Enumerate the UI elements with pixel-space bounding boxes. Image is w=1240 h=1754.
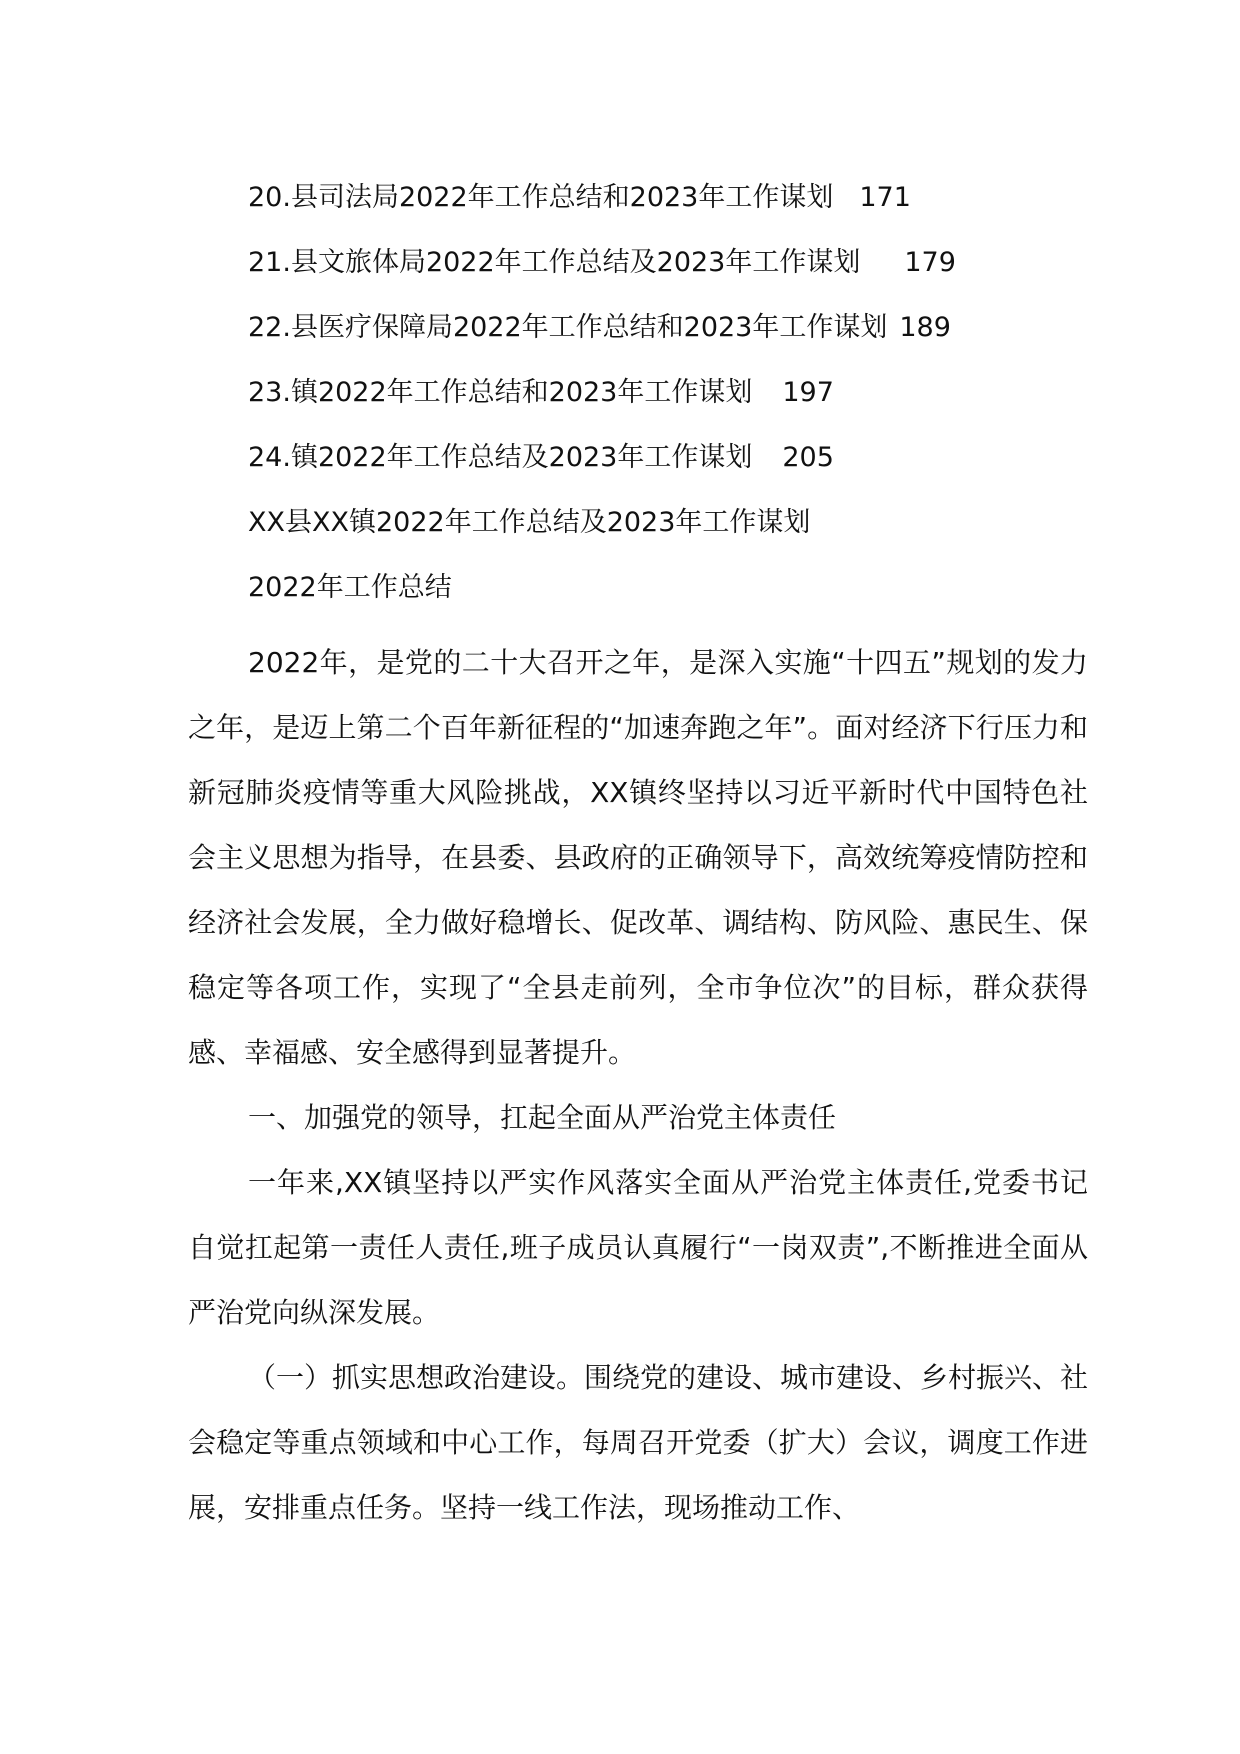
body-paragraph: （一）抓实思想政治建设。围绕党的建设、城市建设、乡村振兴、社会稳定等重点领域和中心工作，每周召开党委（扩大）会议，调度工作进展，安排重点任务。坚持一线工作法，现场推动工作、 — [188, 1361, 1089, 1524]
body-paragraph: 一年来,XX镇坚持以严实作风落实全面从严治党主体责任,党委书记自觉扛起第一责任人责任,班子成员认真履行“一岗双责”,不断推进全面从严治党向纵深发展。 — [188, 1166, 1088, 1329]
table-of-contents — [248, 172, 1068, 627]
toc-entry[interactable] — [248, 172, 1068, 237]
toc-entry-title: 22.县医疗保障局2022年工作总结和2023年工作谋划 — [248, 312, 888, 343]
toc-entry-title: 24.镇2022年工作总结及2023年工作谋划 — [248, 442, 753, 473]
section-title: 2022年工作总结 — [248, 572, 452, 603]
toc-entry-title: 21.县文旅体局2022年工作总结及2023年工作谋划 — [248, 247, 861, 278]
toc-entry-page: 189 — [899, 312, 951, 343]
toc-entry-title: 20.县司法局2022年工作总结和2023年工作谋划 — [248, 182, 834, 213]
toc-entry-page: 197 — [782, 377, 834, 408]
toc-entry-title: 23.镇2022年工作总结和2023年工作谋划 — [248, 377, 753, 408]
toc-entry[interactable] — [248, 302, 1068, 367]
toc-entry-page: 205 — [782, 442, 834, 473]
toc-entry[interactable] — [248, 367, 1068, 432]
intro-paragraph: 2022年，是党的二十大召开之年，是深入实施“十四五”规划的发力之年，是迈上第二个百年新征程的“加速奔跑之年”。面对经济下行压力和新冠肺炎疫情等重大风险挑战，XX镇终坚持以习近平新时代中国特色社会主义思想为指导，在县委、县政府的正确领导下，高效统筹疫情防控和经济社会发展，全力做好稳增长、促改革、调结构、防风险、惠民生、保稳定等各项工作，实现了“全县走前列，全市争位次”的目标，群众获得感、幸福感、安全感得到显著提升。 — [188, 646, 1088, 1069]
toc-entry[interactable] — [248, 432, 1068, 497]
document-title: XX县XX镇2022年工作总结及2023年工作谋划 — [248, 507, 811, 538]
toc-entry-page: 179 — [904, 247, 956, 278]
document-body — [188, 630, 1088, 1540]
toc-entry-page: 171 — [859, 182, 911, 213]
toc-entry[interactable] — [248, 237, 1068, 302]
section-heading: 一、加强党的领导，扛起全面从严治党主体责任 — [248, 1101, 837, 1134]
